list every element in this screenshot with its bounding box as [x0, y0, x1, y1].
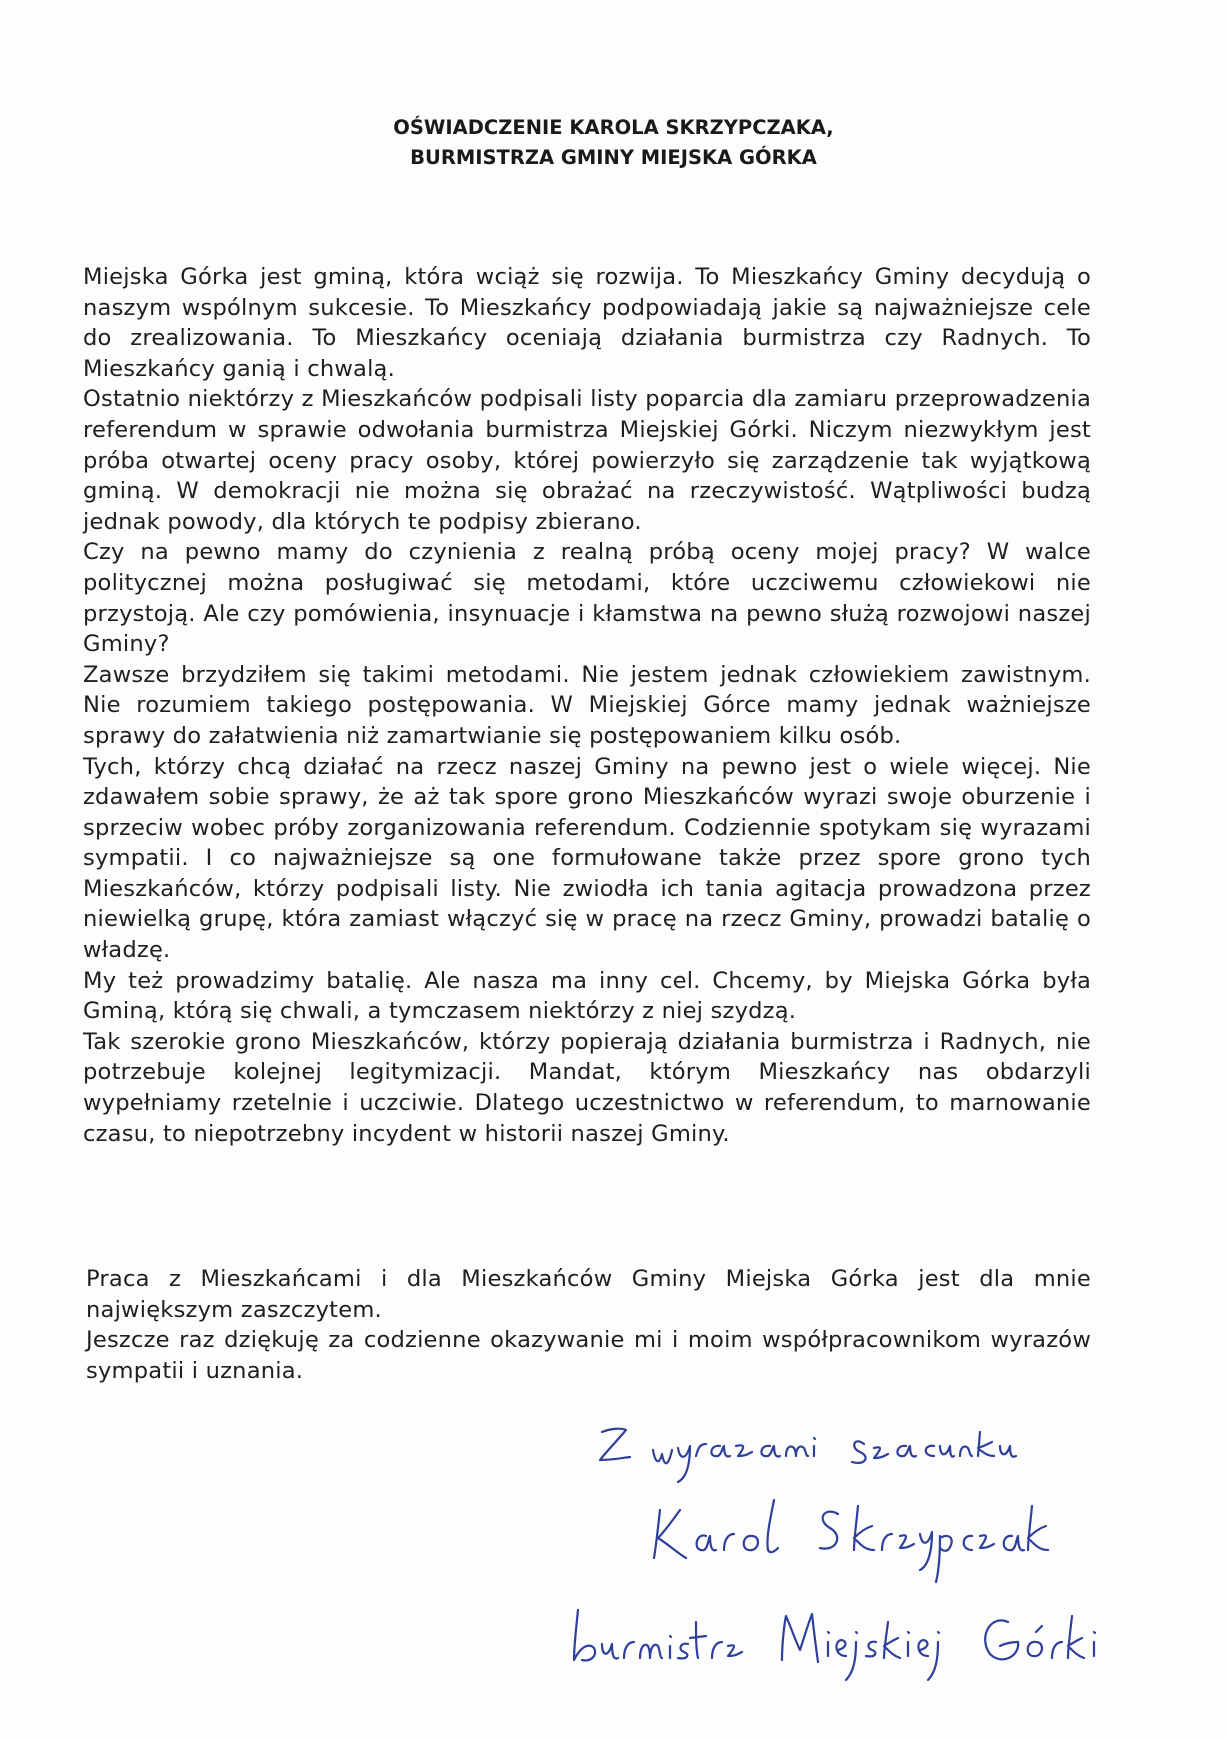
closing-paragraph: Jeszcze raz dziękuję za codzienne okazywanie mi i moim współpracownikom wyrazów sympatii i uznania. [86, 1327, 1091, 1384]
handwritten-signature [560, 1410, 1160, 1710]
paragraph: Zawsze brzydziłem się takimi metodami. Nie jestem jednak człowiekiem zawistnym. Nie rozumiem takiego postępowania. W Miejskiej Górce mamy jednak ważniejsze sprawy do załatwienia niż zamartwianie się postępowaniem kilku osób. [83, 661, 1091, 749]
signature-ink [560, 1410, 1160, 1710]
statement-body [83, 262, 1091, 1149]
paragraph: My też prowadzimy batalię. Ale nasza ma inny cel. Chcemy, by Miejska Górka była Gminą, którą się chwali, a tymczasem niektórzy z niej szydzą. [83, 967, 1091, 1025]
paragraph: Tak szerokie grono Mieszkańców, którzy popierają działania burmistrza i Radnych, nie potrzebuje kolejnej legitymizacji. Mandat, którym Mieszkańcy nas obdarzyli wypełniamy rzetelnie i uczciwie. Dlatego uczestnictwo w referendum, to marnowanie czasu, to niepotrzebny incydent w historii naszej Gminy. [83, 1028, 1091, 1147]
document-title-line1: OŚWIADCZENIE KAROLA SKRZYPCZAKA, [393, 116, 834, 139]
paragraph: Ostatnio niektórzy z Mieszkańców podpisali listy poparcia dla zamiaru przeprowadzenia referendum w sprawie odwołania burmistrza Miejskiej Górki. Niczym niezwykłym jest próba otwartej oceny pracy osoby, której powierzyło się zarządzenie tak wyjątkową gminą. W demokracji nie można się obrażać na rzeczywistość. Wątpliwości budzą jednak powody, dla których te podpisy zbierano. [83, 386, 1091, 535]
closing-section [86, 1264, 1091, 1386]
document-title-line2: BURMISTRZA GMINY MIEJSKA GÓRKA [410, 146, 817, 169]
paragraph: Czy na pewno mamy do czynienia z realną próbą oceny mojej pracy? W walce politycznej można posługiwać się metodami, które uczciwemu człowiekowi nie przystoją. Ale czy pomówienia, insynuacje i kłamstwa na pewno służą rozwojowi naszej Gminy? [83, 539, 1091, 658]
paragraph: Tych, którzy chcą działać na rzecz naszej Gminy na pewno jest o wiele więcej. Nie zdawałem sobie sprawy, że aż tak spore grono Mieszkańców wyrazi swoje oburzenie i sprzeciw wobec próby zorganizowania referendum. Codziennie spotykam się wyrazami sympatii. I co najważniejsze są one formułowane także przez spore grono tych Mieszkańców, którzy podpisali listy. Nie zwiodła ich tania agitacja prowadzona przez niewielką grupę, która zamiast włączyć się w pracę na rzecz Gminy, prowadzi batalię o władzę. [83, 753, 1091, 964]
closing-paragraph: Praca z Mieszkańcami i dla Mieszkańców Gminy Miejska Górka jest dla mnie największym zaszczytem. [86, 1266, 1091, 1323]
paragraph: Miejska Górka jest gminą, która wciąż się rozwija. To Mieszkańcy Gminy decydują o naszym wspólnym sukcesie. To Mieszkańcy podpowiadają jakie są najważniejsze cele do zrealizowania. To Mieszkańcy oceniają działania burmistrza czy Radnych. To Mieszkańcy ganią i chwalą. [83, 264, 1091, 382]
